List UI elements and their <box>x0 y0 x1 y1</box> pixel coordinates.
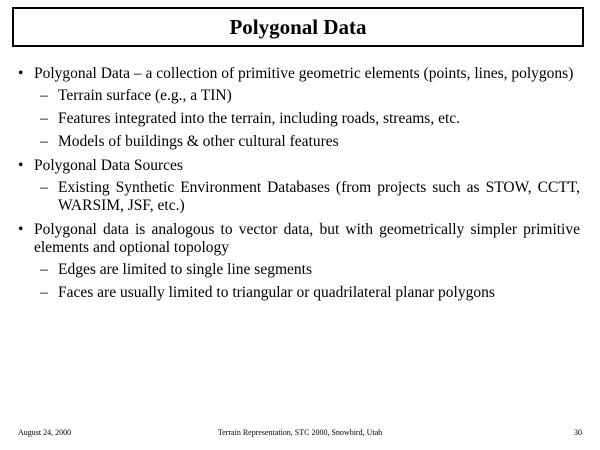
sub-bullet-marker: – <box>40 261 48 278</box>
sub-bullet-text: Models of buildings & other cultural features <box>58 133 339 150</box>
sub-bullet-item <box>18 179 580 215</box>
bullet-text: Polygonal Data Sources <box>34 157 183 174</box>
sub-bullet-item <box>18 87 580 105</box>
sub-bullet-marker: – <box>40 110 48 127</box>
bullet-item <box>18 65 580 83</box>
slide-content <box>18 65 580 308</box>
slide-title-box <box>12 7 584 47</box>
bullet-marker: • <box>18 221 24 238</box>
sub-bullet-item <box>18 261 580 279</box>
bullet-group-1 <box>18 65 580 151</box>
sub-bullet-text: Features integrated into the terrain, including roads, streams, etc. <box>58 110 461 127</box>
bullet-text: Polygonal data is analogous to vector data, but with geometrically simpler primitive elements and optional topology <box>34 221 580 256</box>
bullet-item <box>18 221 580 257</box>
bullet-marker: • <box>18 65 24 82</box>
sub-bullet-text: Terrain surface (e.g., a TIN) <box>58 87 232 104</box>
sub-bullet-marker: – <box>40 284 48 301</box>
footer-page-number: 30 <box>574 428 582 437</box>
bullet-group-2 <box>18 157 580 215</box>
footer-event: Terrain Representation, STC 2000, Snowbird, Utah <box>217 428 383 437</box>
footer-date: August 24, 2000 <box>18 428 72 437</box>
sub-bullet-marker: – <box>40 87 48 104</box>
sub-bullet-text: Edges are limited to single line segments <box>58 261 312 278</box>
bullet-text: Polygonal Data – a collection of primitive geometric elements (points, lines, polygons) <box>34 65 574 82</box>
sub-bullet-marker: – <box>40 133 48 150</box>
sub-bullet-item <box>18 110 580 128</box>
sub-bullet-marker: – <box>40 179 48 196</box>
sub-bullet-text: Existing Synthetic Environment Databases (from projects such as STOW, CCTT, WARSIM, JSF, etc.) <box>58 179 580 214</box>
slide-title: Polygonal Data <box>229 14 367 39</box>
sub-bullet-text: Faces are usually limited to triangular or quadrilateral planar polygons <box>58 284 495 301</box>
bullet-group-3 <box>18 221 580 302</box>
bullet-marker: • <box>18 157 24 174</box>
sub-bullet-item <box>18 284 580 302</box>
sub-bullet-item <box>18 133 580 151</box>
bullet-item <box>18 157 580 175</box>
